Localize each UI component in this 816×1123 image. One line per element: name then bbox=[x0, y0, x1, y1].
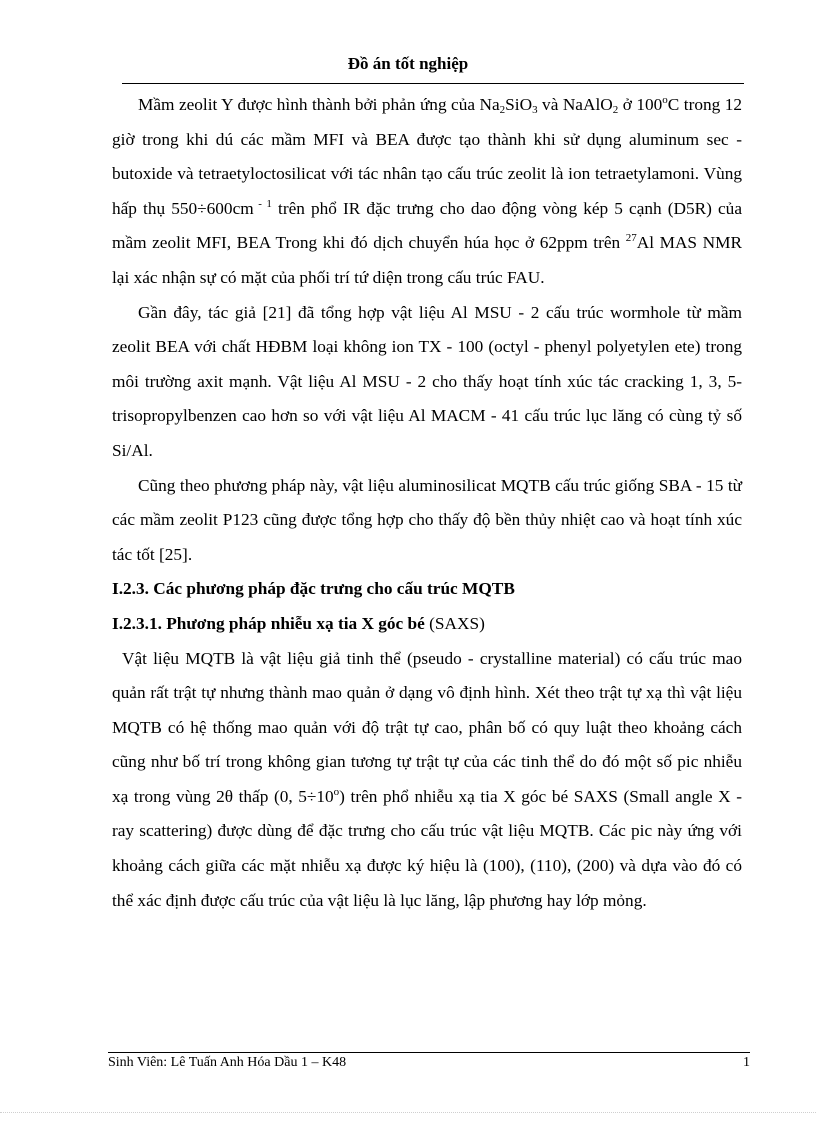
subscript: 2 bbox=[612, 104, 619, 116]
heading-bold-text: I.2.3.1. Phương pháp nhiễu xạ tia X góc bé bbox=[112, 613, 425, 633]
text-run: ) trên phổ nhiễu xạ tia X góc bé SAXS (Small angle X - ray scattering) được dùng để đặc trưng cho cấu trúc vật liệu MQTB. Các pic này ứng với khoảng cách giữa các mặt nhiễu xạ được ký hiệu là (100), (110), (200) và dựa vào đó có thể xác định được cấu trúc của vật liệu là lục lăng, lập phương hay lớp mỏng. bbox=[112, 786, 742, 910]
document-body bbox=[112, 88, 742, 918]
subscript: 2 bbox=[499, 104, 506, 116]
text-run: trên phổ IR đặc trưng cho dao động vòng kép 5 cạnh (D5R) của mầm zeolit MFI, BEA Trong khi đó dịch chuyển húa học ở 62ppm trên bbox=[112, 198, 742, 253]
page-header-title: Đồ án tốt nghiệp bbox=[347, 54, 469, 73]
subsection-heading-saxs bbox=[112, 607, 742, 642]
heading-normal-text: (SAXS) bbox=[424, 613, 485, 633]
section-heading-characterization: I.2.3. Các phương pháp đặc trưng cho cấu trúc MQTB bbox=[112, 579, 515, 599]
text-run: SiO bbox=[505, 95, 533, 114]
superscript: - 1 bbox=[253, 197, 272, 210]
text-run: ở 100 bbox=[618, 95, 663, 114]
superscript: o bbox=[662, 94, 668, 106]
text-run: C trong 12 giờ trong khi dú các mầm MFI và BEA được tạo thành khi sử dụng aluminum sec - butoxide và tetraetyloctosilicat với tác nhân tạo cấu trúc zeolit là ion tetraetylamoni. Vùng hấp thụ 550÷600cm bbox=[112, 95, 742, 218]
paragraph-al-msu2: Gần đây, tác giả [21] đã tổng hợp vật liệu Al MSU - 2 cấu trúc wormhole từ mầm zeolit BEA với chất HĐBM loại không ion TX - 100 (octyl - phenyl polyetylen ete) trong môi trường axit mạnh. Vật liệu Al MSU - 2 cho thấy hoạt tính xúc tác cracking 1, 3, 5-trisopropylbenzen cao hơn so với vật liệu Al MACM - 41 cấu trúc lục lăng có cùng tỷ số Si/Al. bbox=[112, 302, 742, 460]
superscript: o bbox=[333, 785, 340, 798]
footer-page-number: 1 bbox=[743, 1055, 750, 1070]
text-run: Vật liệu MQTB là vật liệu giả tinh thể (pseudo - crystalline material) có cấu trúc mao quản rất trật tự nhưng thành mao quản ở dạng vô định hình. Xét theo trật tự xạ thì vật liệu MQTB có hệ thống mao quản với độ trật tự cao, phân bố có quy luật theo khoảng cách cũng như bố trí trong không gian tương tự trật tự của các tinh thể do đó một số pic nhiễu xạ trong vùng 2θ thấp (0, 5÷10 bbox=[112, 648, 742, 806]
page-edge-divider bbox=[0, 1112, 816, 1113]
paragraph-zeolite-seeds bbox=[112, 88, 742, 296]
paragraph-sba15: Cũng theo phương pháp này, vật liệu aluminosilicat MQTB cấu trúc giống SBA - 15 từ các mầm zeolit P123 cũng được tổng hợp cho thấy độ bền thủy nhiệt cao và hoạt tính xúc tác tốt [25]. bbox=[112, 475, 742, 564]
header-rule bbox=[122, 83, 744, 84]
text-run: và NaAlO bbox=[537, 95, 613, 114]
text-run: Mầm zeolit Y được hình thành bởi phản ứng của Na bbox=[138, 95, 500, 114]
page-footer bbox=[108, 1055, 750, 1071]
footer-rule bbox=[108, 1052, 750, 1053]
paragraph-saxs-description bbox=[112, 642, 742, 919]
footer-student-info: Sinh Viên: Lê Tuấn Anh Hóa Dầu 1 – K48 bbox=[108, 1055, 347, 1070]
superscript: 27 bbox=[625, 232, 637, 245]
text-run: Al MAS NMR lại xác nhận sự có mặt của phối trí tứ diện trong cấu trúc FAU. bbox=[112, 233, 742, 287]
subscript: 3 bbox=[532, 104, 538, 116]
